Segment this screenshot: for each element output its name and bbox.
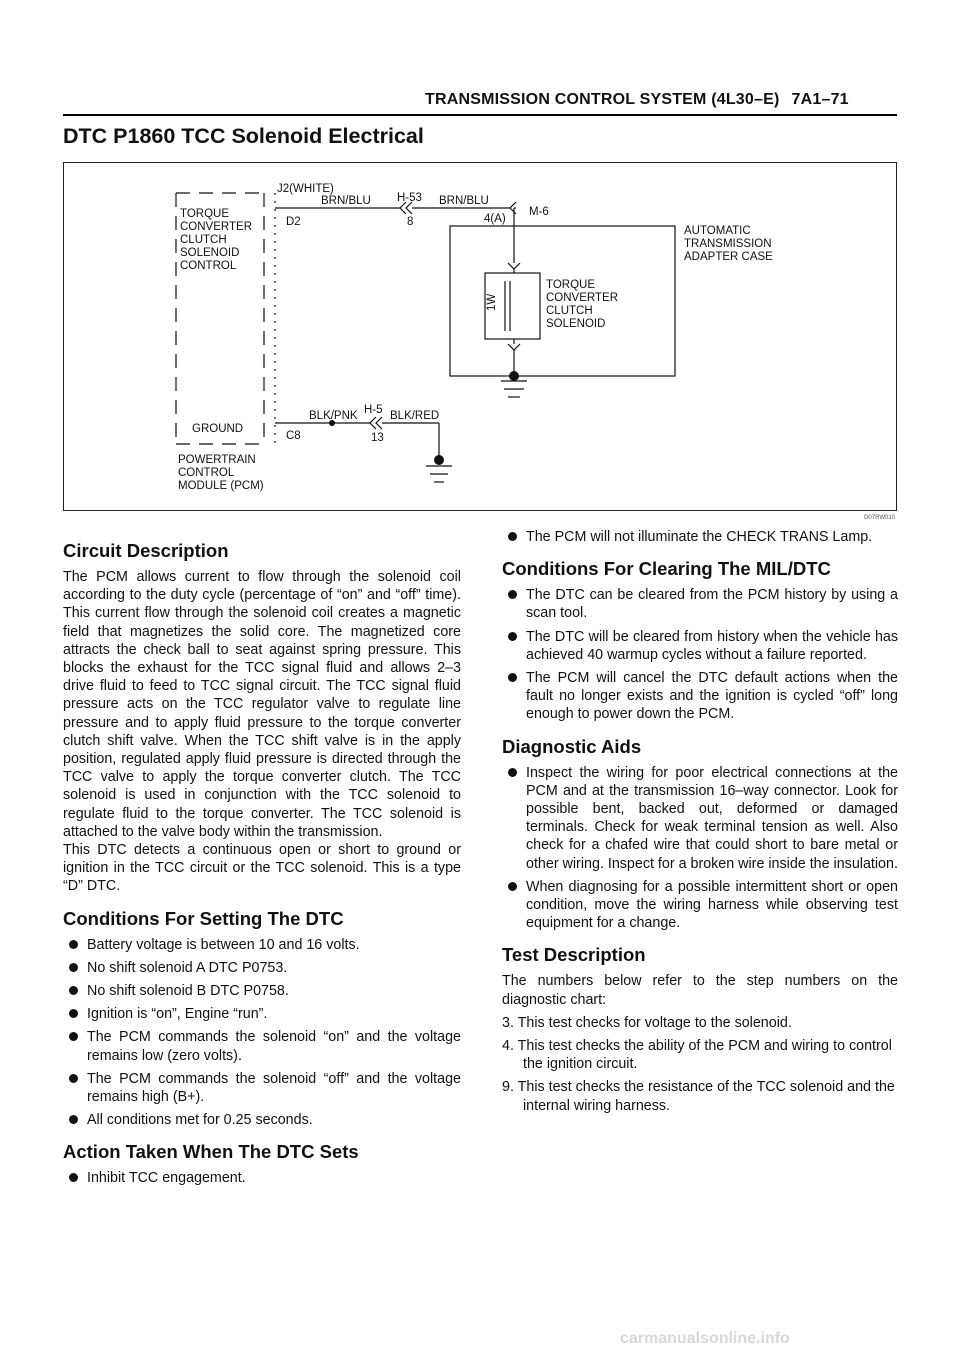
aids-list bbox=[502, 764, 898, 933]
conn-h5-label: H-5 bbox=[364, 404, 383, 416]
svg-text:1W: 1W bbox=[486, 293, 498, 311]
list-item: Ignition is “on”, Engine “run”. bbox=[63, 1005, 461, 1023]
watermark: carmanualsonline.info bbox=[620, 1330, 790, 1347]
clearing-heading: Conditions For Clearing The MIL/DTC bbox=[502, 558, 831, 580]
solenoid-label-2: CONVERTER bbox=[546, 292, 618, 304]
pin-8-label: 8 bbox=[407, 216, 414, 228]
action-list bbox=[63, 1169, 461, 1187]
header-section: TRANSMISSION CONTROL SYSTEM (4L30–E) bbox=[425, 91, 780, 108]
header-rule bbox=[63, 114, 897, 116]
page-header bbox=[425, 91, 849, 109]
circuit-description-section bbox=[63, 540, 461, 896]
pin-4a-label: 4(A) bbox=[484, 213, 506, 225]
list-item: The PCM commands the solenoid “off” and the voltage remains high (B+). bbox=[63, 1070, 461, 1106]
list-item: Battery voltage is between 10 and 16 volts. bbox=[63, 936, 461, 954]
bullet-icon bbox=[508, 673, 517, 682]
setting-list bbox=[63, 936, 461, 1130]
list-item: Inspect the wiring for poor electrical connections at the PCM and at the transmission 16–way connector. Look for possible bent, backed out, deformed or damaged terminals. Check for weak terminal tension as well. Also check for a chafed wire that could short to bare metal or other wiring. Inspect for a broken wire inside the insulation. bbox=[502, 764, 898, 873]
list-item: The DTC can be cleared from the PCM history by using a scan tool. bbox=[502, 586, 898, 622]
list-item: The PCM will cancel the DTC default actions when the fault no longer exists and the ignition is cycled “off” long enough to power down the PCM. bbox=[502, 669, 898, 724]
circuit-description-para-1: The PCM allows current to flow through the solenoid coil according to the duty cycle (percentage of “on” and “off” time). This current flow through the solenoid coil creates a magnetic field that magnetizes the solid core. The magnetized core attracts the check ball to seat against spring pressure. This blocks the exhaust for the TCC signal fluid and allows 2–3 drive fluid to feed to TCC signal circuit. The TCC signal fluid pressure acts on the TCC regulator valve to regulate line pressure and to apply fluid pressure to the torque converter clutch shift valve. When the TCC shift valve is in the apply position, regulated apply fluid pressure is directed through the TCC valve to apply the torque converter clutch. The TCC solenoid is used in conjunction with the TCC solenoid to regulate fluid to the torque converter. The TCC solenoid is attached to the valve body within the transmission. bbox=[63, 569, 461, 840]
bullet-icon bbox=[69, 1032, 78, 1041]
list-item: The PCM commands the solenoid “on” and the voltage remains low (zero volts). bbox=[63, 1028, 461, 1064]
bullet-icon bbox=[69, 1009, 78, 1018]
pcm-label-2: CONTROL bbox=[178, 467, 235, 479]
connector-j2-label: J2(WHITE) bbox=[277, 183, 334, 195]
adapter-case-label-3: ADAPTER CASE bbox=[684, 251, 773, 263]
pin-13-label: 13 bbox=[371, 432, 384, 444]
pcm-control-label-1: TORQUE bbox=[180, 208, 229, 220]
pcm-control-label-5: CONTROL bbox=[180, 260, 237, 272]
action-heading: Action Taken When The DTC Sets bbox=[63, 1141, 359, 1163]
wiring-diagram-svg bbox=[64, 163, 896, 510]
action-list-continued bbox=[502, 528, 898, 546]
conn-m6-label: M-6 bbox=[529, 206, 549, 218]
bullet-icon bbox=[508, 882, 517, 891]
wire-bottom-right-label: BLK/RED bbox=[390, 410, 440, 422]
circuit-description-para-2: This DTC detects a continuous open or short to ground or ignition in the TCC circuit or the TCC solenoid. This is a type “D” DTC. bbox=[63, 842, 461, 895]
left-column bbox=[63, 528, 461, 1193]
test-item: 9. This test checks the resistance of the TCC solenoid and the internal wiring harness. bbox=[502, 1079, 895, 1114]
aids-heading: Diagnostic Aids bbox=[502, 735, 642, 757]
wire-top-left-label: BRN/BLU bbox=[321, 195, 371, 207]
bullet-icon bbox=[69, 1173, 78, 1182]
bullet-icon bbox=[69, 940, 78, 949]
ground-label: GROUND bbox=[192, 423, 244, 435]
pcm-control-label-4: SOLENOID bbox=[180, 247, 240, 259]
setting-section bbox=[63, 908, 461, 1130]
adapter-case-label-1: AUTOMATIC bbox=[684, 225, 751, 237]
list-item: No shift solenoid A DTC P0753. bbox=[63, 959, 461, 977]
bullet-icon bbox=[508, 632, 517, 641]
test-section bbox=[502, 944, 898, 1114]
pcm-label-1: POWERTRAIN bbox=[178, 454, 256, 466]
test-item: 4. This test checks the ability of the PCM and wiring to control the ignition circuit. bbox=[502, 1038, 892, 1073]
solenoid-label-4: SOLENOID bbox=[546, 318, 606, 330]
wire-top-right-label: BRN/BLU bbox=[439, 195, 489, 207]
figure-id: D07RW010 bbox=[864, 515, 895, 521]
pcm-control-label-2: CONVERTER bbox=[180, 221, 252, 233]
solenoid-label-1: TORQUE bbox=[546, 279, 595, 291]
right-column bbox=[502, 528, 898, 1120]
bullet-icon bbox=[69, 1115, 78, 1124]
solenoid-label-3: CLUTCH bbox=[546, 305, 593, 317]
pin-c8-label: C8 bbox=[286, 430, 301, 442]
aids-section bbox=[502, 736, 898, 933]
pin-d2-label: D2 bbox=[286, 216, 301, 228]
pcm-control-label-3: CLUTCH bbox=[180, 234, 227, 246]
list-item: All conditions met for 0.25 seconds. bbox=[63, 1111, 461, 1129]
bullet-icon bbox=[69, 1074, 78, 1083]
page-number: 7A1–71 bbox=[791, 91, 849, 108]
list-item: The PCM will not illuminate the CHECK TRANS Lamp. bbox=[502, 528, 898, 546]
clearing-list bbox=[502, 586, 898, 723]
conn-h53-label: H-53 bbox=[397, 192, 422, 204]
wire-bottom-left-label: BLK/PNK bbox=[309, 410, 358, 422]
clearing-section bbox=[502, 558, 898, 723]
circuit-description-heading: Circuit Description bbox=[63, 540, 229, 561]
list-item: No shift solenoid B DTC P0758. bbox=[63, 982, 461, 1000]
test-intro: The numbers below refer to the step numbers on the diagnostic chart: bbox=[502, 973, 898, 1008]
pcm-label-3: MODULE (PCM) bbox=[178, 480, 264, 492]
action-continued bbox=[502, 528, 898, 546]
bullet-icon bbox=[69, 963, 78, 972]
test-item: 3. This test checks for voltage to the solenoid. bbox=[502, 1014, 792, 1031]
bullet-icon bbox=[69, 986, 78, 995]
test-heading: Test Description bbox=[502, 944, 646, 966]
adapter-case-label-2: TRANSMISSION bbox=[684, 238, 772, 250]
bullet-icon bbox=[508, 532, 517, 541]
setting-heading: Conditions For Setting The DTC bbox=[63, 907, 344, 929]
list-item: When diagnosing for a possible intermittent short or open condition, move the wiring harness while observing test equipment for a change. bbox=[502, 878, 898, 933]
wiring-diagram bbox=[63, 162, 897, 511]
list-item: The DTC will be cleared from history when the vehicle has achieved 40 warmup cycles without a failure reported. bbox=[502, 628, 898, 664]
list-item: Inhibit TCC engagement. bbox=[63, 1169, 461, 1187]
page-title: DTC P1860 TCC Solenoid Electrical bbox=[63, 124, 424, 148]
action-section bbox=[63, 1141, 461, 1187]
bullet-icon bbox=[508, 768, 517, 777]
bullet-icon bbox=[508, 590, 517, 599]
